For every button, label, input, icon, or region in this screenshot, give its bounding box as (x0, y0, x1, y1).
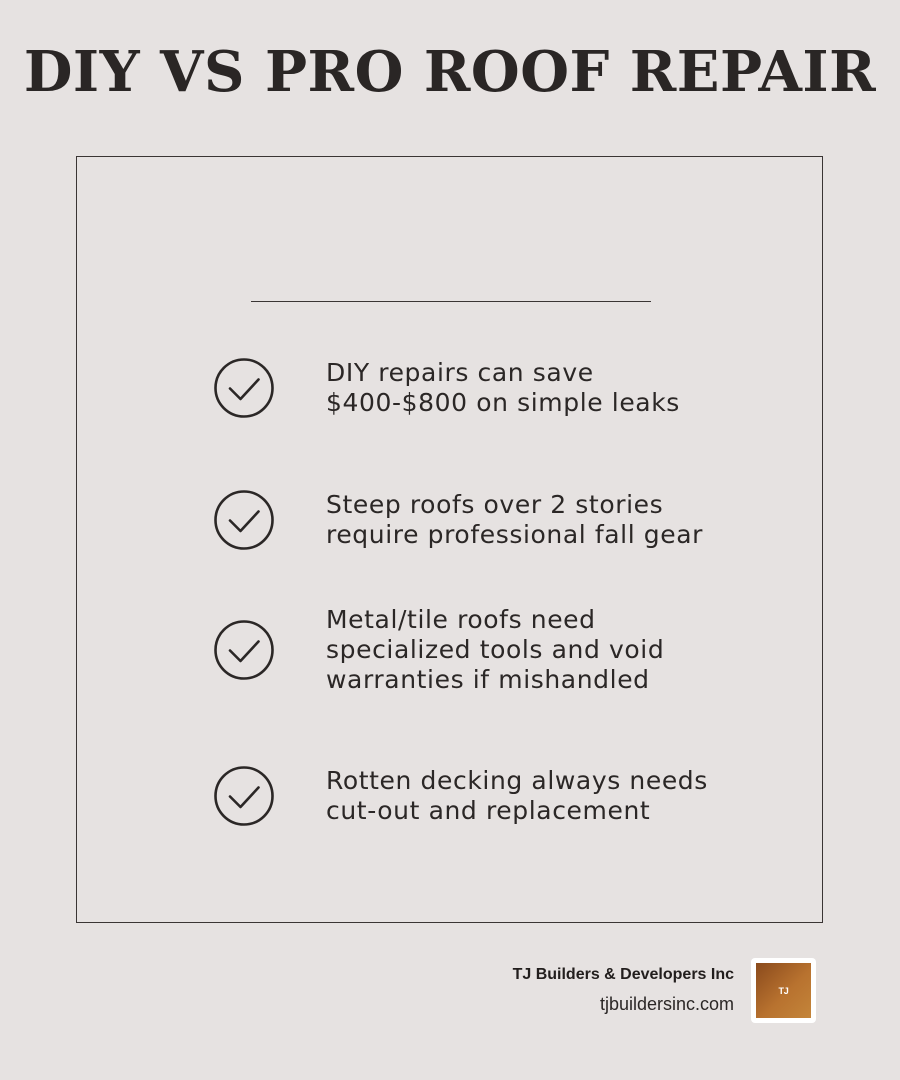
list-item-text: Metal/tile roofs need specialized tools and void warranties if mishandled (326, 605, 665, 694)
list-item (213, 765, 773, 827)
content-panel (76, 156, 823, 923)
list-item-text: Steep roofs over 2 stories require professional fall gear (326, 490, 704, 549)
list-item-text: DIY repairs can save $400-$800 on simple leaks (326, 358, 680, 417)
list-item (213, 605, 773, 695)
check-circle-icon (213, 765, 275, 827)
website-link[interactable]: tjbuildersinc.com (599, 994, 734, 1014)
logo-mark: TJ (778, 985, 789, 996)
check-circle-icon (213, 619, 275, 681)
company-name: TJ Builders & Developers Inc (512, 966, 734, 983)
divider-line (251, 301, 651, 302)
list-item-text: Rotten decking always needs cut-out and replacement (326, 766, 708, 825)
logo-image (756, 963, 811, 1018)
footer (513, 962, 734, 1020)
list-item (213, 357, 773, 419)
company-logo (751, 958, 816, 1023)
list-item (213, 489, 773, 551)
check-circle-icon (213, 489, 275, 551)
page-title: DIY VS PRO ROOF REPAIR (23, 39, 877, 105)
check-circle-icon (213, 357, 275, 419)
